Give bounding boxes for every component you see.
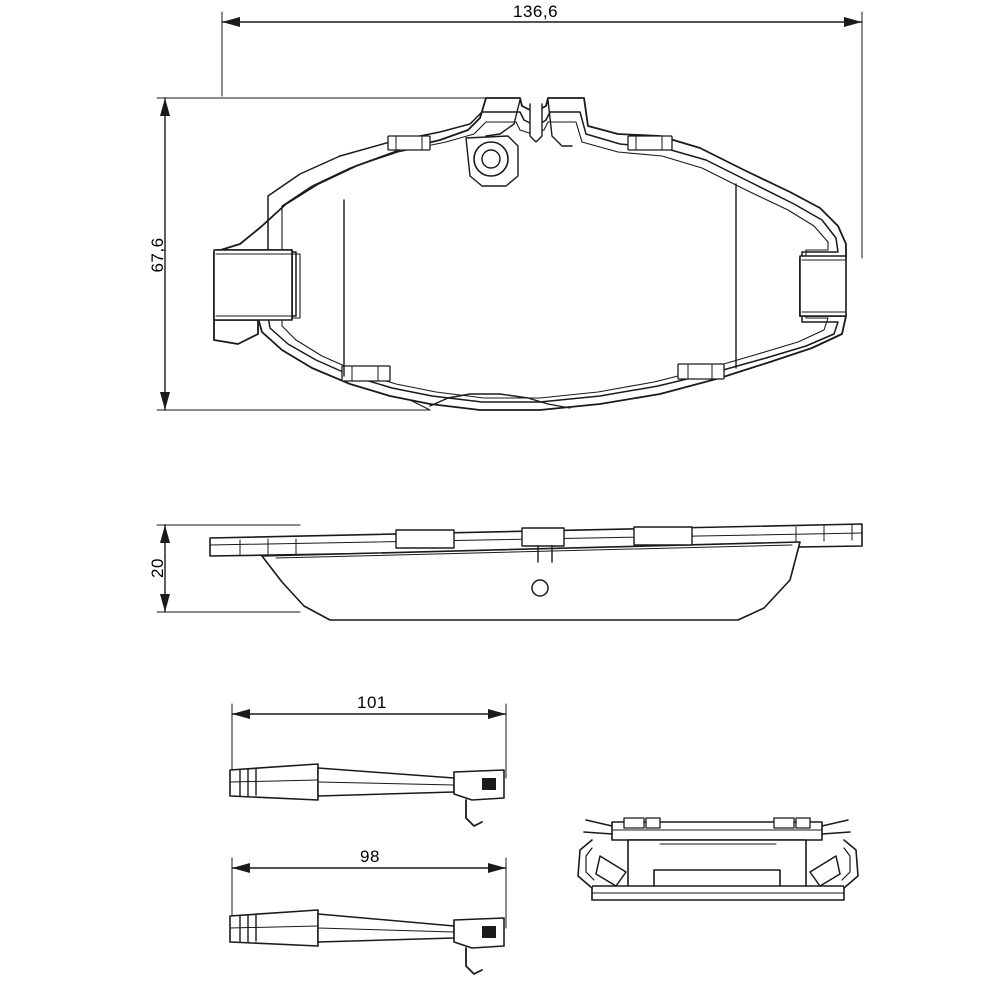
dimension-label-pad-height: 67,6 — [148, 237, 167, 273]
brake-pad-side-view — [210, 524, 862, 620]
wear-sensor-long-view — [230, 764, 504, 826]
dimension-label-sensor-short: 98 — [360, 847, 380, 866]
dimension-label-pad-thickness: 20 — [148, 558, 167, 578]
retaining-clip-view — [578, 818, 858, 900]
brake-pad-front-view — [214, 98, 846, 410]
wear-sensor-short-view — [230, 910, 504, 974]
dimension-label-pad-width: 136,6 — [513, 2, 559, 21]
dimension-label-sensor-long: 101 — [357, 693, 387, 712]
